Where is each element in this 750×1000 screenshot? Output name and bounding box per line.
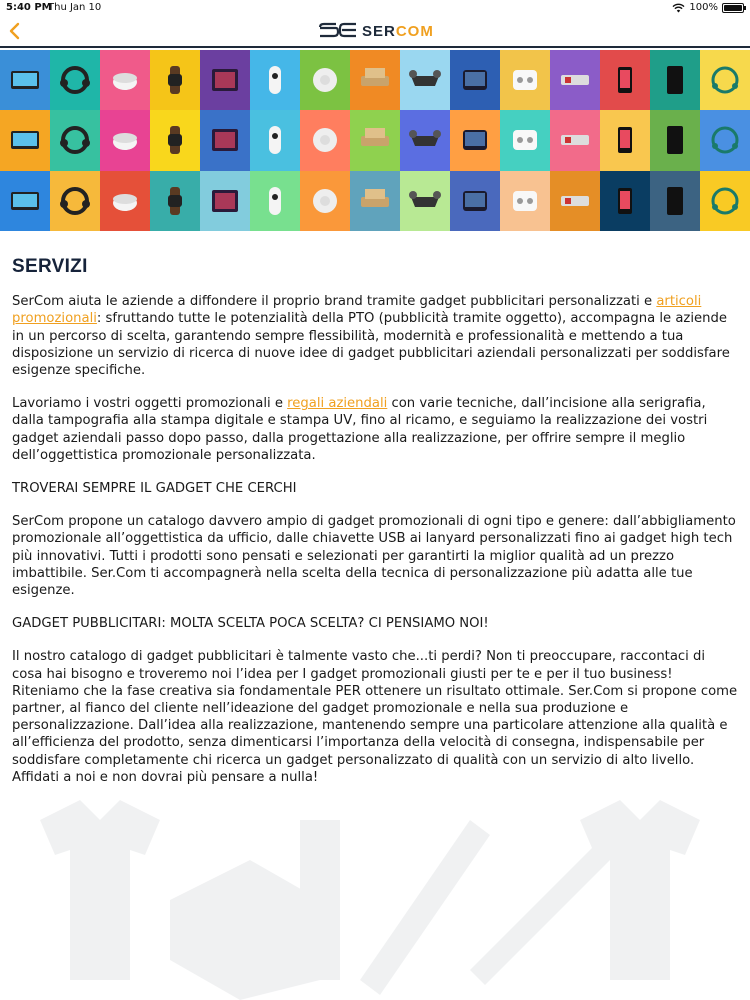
gadget-icon [107, 183, 143, 219]
status-date: Thu Jan 10 [48, 2, 102, 13]
gadget-icon [657, 122, 693, 158]
gadget-icon [707, 183, 743, 219]
gadget-icon [157, 62, 193, 98]
banner-tile [200, 50, 250, 110]
intro-text-a: SerCom aiuta le aziende a diffondere il proprio brand tramite gadget pubblicitari personalizzati e [12, 294, 657, 310]
banner-tile [150, 50, 200, 110]
gadget-icon [257, 183, 293, 219]
gadget-icon [657, 62, 693, 98]
gadget-icon [557, 183, 593, 219]
gadget-icon [707, 62, 743, 98]
banner-tile [700, 110, 750, 170]
banner-tile [450, 171, 500, 231]
gadget-icon [7, 122, 43, 158]
page-title: SERVIZI [12, 256, 88, 277]
status-bar [0, 0, 750, 16]
banner-tile [550, 110, 600, 170]
gadget-icon [507, 183, 543, 219]
gadget-icon [507, 62, 543, 98]
gadget-icon [657, 183, 693, 219]
services-content [12, 258, 738, 802]
gadget-icon [57, 62, 93, 98]
gadget-icon [207, 122, 243, 158]
banner-tile [600, 171, 650, 231]
banner-tile [0, 50, 50, 110]
gadget-icon [307, 62, 343, 98]
banner-tile [300, 110, 350, 170]
banner-tile [0, 110, 50, 170]
gadget-icon [107, 122, 143, 158]
banner-tile [300, 171, 350, 231]
banner-tile [100, 50, 150, 110]
gadget-icon [457, 183, 493, 219]
intro-text-b: : sfruttando tutte le potenzialità della PTO (pubblicità tramite oggetto), accompagna le aziende in un percorso di scelta, garantendo sempre flessibilità, modernità e professionalità e mettendo a tua disposizione un servizio di ricerca di nuove idee di gadget pubblicitari aziendali personalizzati per soddisfare esigenze specifiche. [12, 311, 730, 379]
banner-tile [400, 110, 450, 170]
gadget-icon [257, 122, 293, 158]
gadget-icon [557, 122, 593, 158]
banner-tile [50, 50, 100, 110]
banner-tile [550, 171, 600, 231]
battery-percent: 100% [689, 2, 718, 13]
gadget-icon [57, 183, 93, 219]
gadget-icon [257, 62, 293, 98]
gadget-icon [207, 183, 243, 219]
link-articoli-promozionali[interactable]: articoli promozionali [12, 294, 702, 327]
wifi-icon [672, 3, 685, 13]
gadget-icon [107, 62, 143, 98]
banner-tile [500, 171, 550, 231]
banner-tile [200, 110, 250, 170]
banner-tile [650, 50, 700, 110]
banner-tile [350, 50, 400, 110]
banner-tile [650, 110, 700, 170]
banner-tile [550, 50, 600, 110]
banner-tile [250, 110, 300, 170]
logo-text [362, 23, 434, 40]
banner-tile [400, 171, 450, 231]
hero-banner [0, 50, 750, 231]
gadget-icon [457, 62, 493, 98]
nav-bar [0, 16, 750, 48]
gadget-icon [357, 122, 393, 158]
banner-tile [150, 171, 200, 231]
banner-tile [300, 50, 350, 110]
banner-tile [500, 110, 550, 170]
banner-tile [0, 171, 50, 231]
gadget-icon [357, 183, 393, 219]
banner-tile [50, 110, 100, 170]
battery-icon [722, 3, 744, 13]
banner-tile [100, 110, 150, 170]
logo-text-com: COM [395, 22, 434, 40]
gadget-icon [307, 183, 343, 219]
gadget-icon [557, 62, 593, 98]
banner-tile [400, 50, 450, 110]
gadget-icon [357, 62, 393, 98]
back-button[interactable] [4, 20, 26, 42]
techniques-text-a: Lavoriamo i vostri oggetti promozionali e [12, 396, 288, 412]
status-time: 5:40 PM [6, 2, 52, 13]
gadget-icon [7, 62, 43, 98]
techniques-text-b: con varie tecniche, dall’incisione alla serigrafia, dalla tampografia alla stampa digitale e stampa UV, fino al ricamo, e seguiamo la realizzazione dei vostri gadget aziendali passo dopo passo, dalla progettazione alla realizzazione, per offrire sempre il meglio dell’oggettistica promozionale personalizzata. [12, 396, 708, 463]
techniques-paragraph [12, 395, 738, 464]
gadget-icon [707, 122, 743, 158]
gadget-icon [207, 62, 243, 98]
banner-tile [600, 110, 650, 170]
banner-tile [250, 171, 300, 231]
section-heading-scelta: GADGET PUBBLICITARI: MOLTA SCELTA POCA SCELTA? CI PENSIAMO NOI! [12, 616, 489, 632]
banner-tile [700, 171, 750, 231]
status-right [672, 2, 744, 13]
banner-tile [450, 50, 500, 110]
gadget-icon [507, 122, 543, 158]
gadget-icon [7, 183, 43, 219]
chevron-left-icon [4, 20, 26, 42]
banner-tile [350, 171, 400, 231]
banner-tile [200, 171, 250, 231]
intro-paragraph [12, 293, 738, 379]
gadget-icon [407, 183, 443, 219]
logo-mark-icon [318, 22, 358, 40]
banner-tile [50, 171, 100, 231]
banner-tile [450, 110, 500, 170]
banner-tile [600, 50, 650, 110]
sercom-logo [318, 20, 434, 42]
background-watermark [0, 780, 750, 1000]
banner-tile [250, 50, 300, 110]
gadget-icon [57, 122, 93, 158]
banner-tile [650, 171, 700, 231]
banner-tile [150, 110, 200, 170]
logo-text-ser: SER [362, 22, 396, 40]
banner-tile [100, 171, 150, 231]
banner-tile [500, 50, 550, 110]
gadget-icon [607, 122, 643, 158]
banner-tile [350, 110, 400, 170]
section-heading-gadget: TROVERAI SEMPRE IL GADGET CHE CERCHI [12, 481, 297, 497]
gadget-icon [457, 122, 493, 158]
gadget-icon [307, 122, 343, 158]
gadget-icon [607, 183, 643, 219]
link-regali-aziendali[interactable]: regali aziendali [287, 396, 388, 412]
partner-paragraph: Il nostro catalogo di gadget pubblicitari è talmente vasto che...ti perdi? Non ti preoccupare, raccontaci di cosa hai bisogno e troveremo noi l’idea per I gadget promozionali giusti per te e per il tuo business! Riteniamo che la fase creativa sia fondamentale PER ottenere un risultato ottimale. Ser.Com si propone come partner, al fianco del cliente nell’ideazione del gadget promozionale e nella sua produzione e personalizzazione. Dall’idea alla realizzazione, mantenendo sempre una particolare attenzione alla qualità e all’efficienza del prodotto, senza dimenticarsi l’importanza della velocità di consegna, indispensabile per soddisfare completamente chi ricerca un gadget personalizzato di qualità con un servizio di alto livello. Affidati a noi e non dovrai più pensare a nulla! [12, 649, 738, 785]
gadget-icon [407, 62, 443, 98]
gadget-icon [157, 122, 193, 158]
catalog-paragraph: SerCom propone un catalogo davvero ampio di gadget promozionali di ogni tipo e genere: dall’abbigliamento promozionale all’oggettistica da ufficio, dalle chiavette USB ai lanyard personalizzati fino ai gadget high tech più innovativi. Tutti i prodotti sono pensati e selezionati per garantirti la miglior qualità ad un prezzo imbattibile. Ser.Com ti accompagnerà nella scelta della tecnica di personalizzazione più adatta alle tue esigenze. [12, 514, 736, 599]
gadget-icon [157, 183, 193, 219]
gadget-icon [407, 122, 443, 158]
banner-tile [700, 50, 750, 110]
gadget-icon [607, 62, 643, 98]
